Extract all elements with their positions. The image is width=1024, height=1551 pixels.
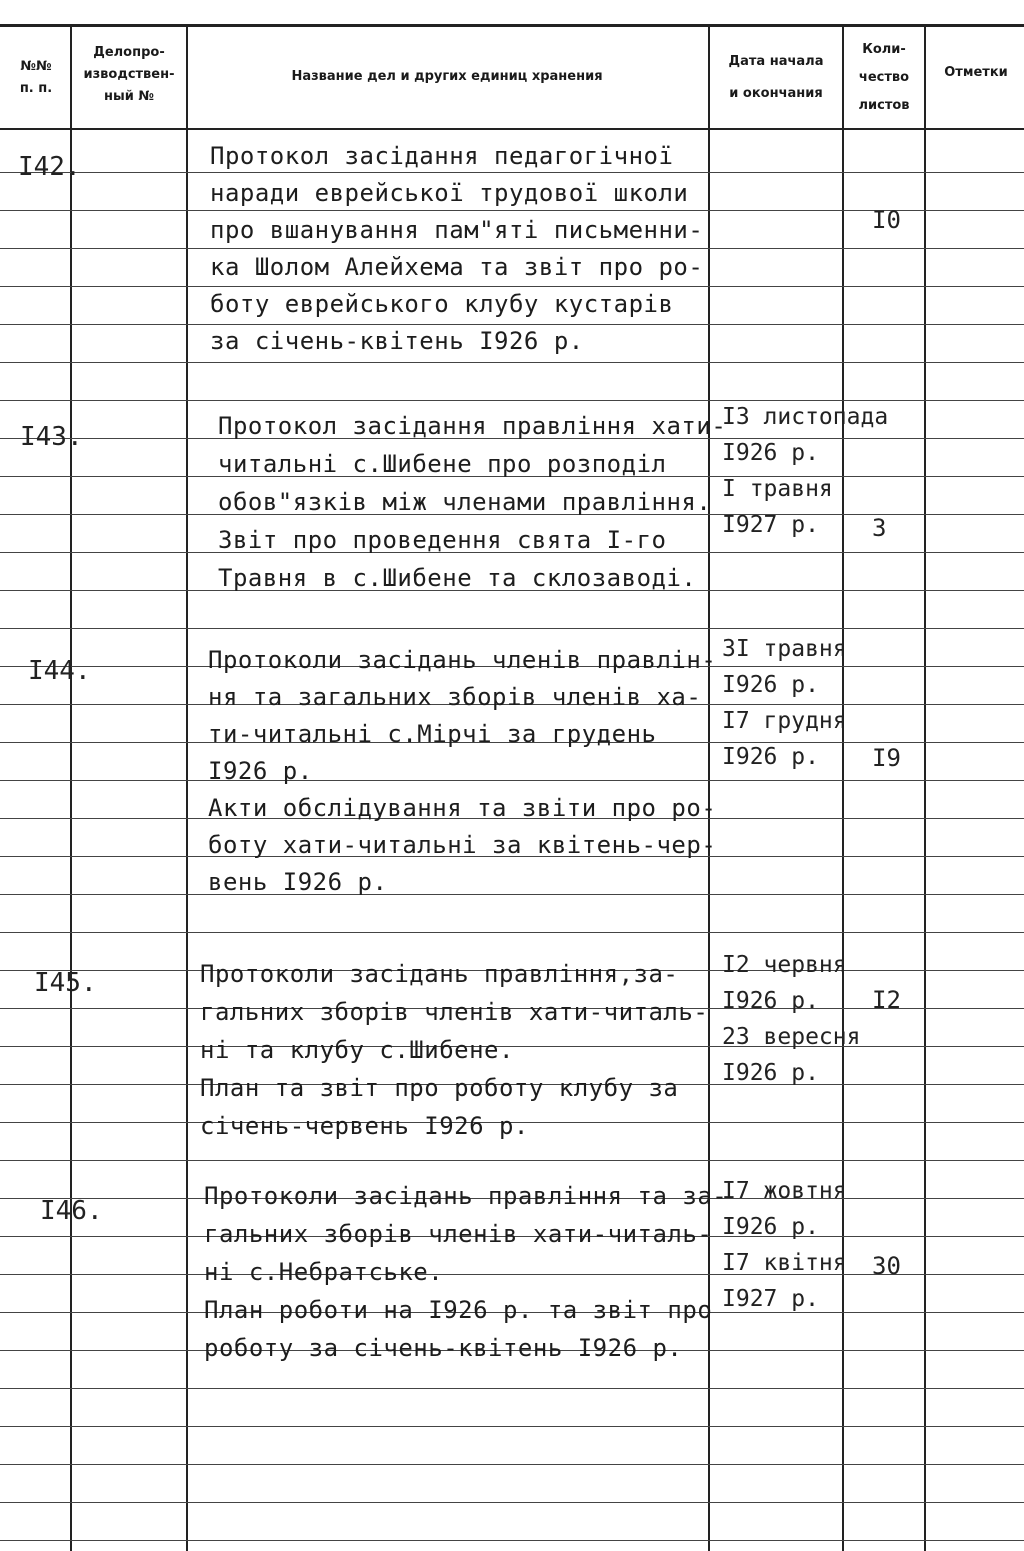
ledger-line (0, 1388, 1024, 1389)
entry-date-line: I926 р. (722, 672, 819, 698)
entry-date-line: I926 р. (722, 440, 819, 466)
entry-title-line: вень I926 р. (208, 868, 388, 896)
entry-date-line: I926 р. (722, 1060, 819, 1086)
entry-number: I44. (28, 656, 91, 686)
entry-title-line: ка Шолом Алейхема та звіт про ро- (210, 253, 704, 281)
entry-title-line: обов"язків між членами правління. (218, 488, 712, 516)
ledger-line (0, 1540, 1024, 1541)
entry-title-line: січень-червень I926 р. (200, 1112, 529, 1140)
header-col-office-number: Делопро- изводствен- ный № (83, 45, 175, 104)
entry-date-line: 3I травня (722, 636, 847, 662)
entry-date-line: I927 р. (722, 512, 819, 538)
entry-number: I45. (34, 968, 97, 998)
ledger-line (0, 286, 1024, 287)
entry-title-line: боту хати-читальні за квітень-чер- (208, 831, 717, 859)
entry-date-line: I927 р. (722, 1286, 819, 1312)
entry-title-line: Протокол засідання педагогічної (210, 142, 674, 170)
ledger-line (0, 248, 1024, 249)
entry-title-line: Протоколи засідань членів правлін- (208, 646, 717, 674)
header-col-dates: Дата начала и окончания (728, 54, 824, 101)
ledger-line (0, 1464, 1024, 1465)
header-bottom-rule (0, 128, 1024, 130)
entry-title-line: Протоколи засідань правління та за- (204, 1182, 728, 1210)
entry-title-line: Протоколи засідань правління,за- (200, 960, 679, 988)
entry-title-line: Звіт про проведення свята I-го (218, 526, 667, 554)
ledger-line (0, 1426, 1024, 1427)
entry-sheet-count: 3 (872, 514, 887, 542)
ledger-line (0, 780, 1024, 781)
header-top-rule (0, 24, 1024, 27)
ledger-line (0, 932, 1024, 933)
entry-title-line: наради еврейської трудової школи (210, 179, 689, 207)
ledger-line (0, 1502, 1024, 1503)
entry-title-line: читальні с.Шибене про розподіл (218, 450, 667, 478)
entry-date-line: I7 жовтня (722, 1178, 847, 1204)
entry-title-line: гальних зборів членів хати-читаль- (204, 1220, 713, 1248)
entry-date-line: I926 р. (722, 744, 819, 770)
entry-date-line: I7 грудня (722, 708, 847, 734)
header-col-sheet-count: Коли- чество листов (858, 42, 910, 113)
ledger-line (0, 210, 1024, 211)
entry-date-line: 23 вересня (722, 1024, 861, 1050)
ledger-line (0, 1274, 1024, 1275)
column-divider (842, 25, 844, 1551)
entry-title-line: План роботи на I926 р. та звіт про (204, 1296, 713, 1324)
entry-title-line: Акти обслідування та звіти про ро- (208, 794, 717, 822)
entry-date-line: I3 листопада (722, 404, 889, 430)
entry-number: I42. (18, 152, 81, 182)
entry-title-line: боту еврейського клубу кустарів (210, 290, 674, 318)
ledger-line (0, 1160, 1024, 1161)
entry-date-line: I7 квітня (722, 1250, 847, 1276)
entry-number: I46. (40, 1196, 103, 1226)
ledger-line (0, 400, 1024, 401)
entry-title-line: гальних зборів членів хати-читаль- (200, 998, 709, 1026)
entry-title-line: ти-читальні с.Мірчі за грудень (208, 720, 657, 748)
entry-date-line: I926 р. (722, 1214, 819, 1240)
entry-date-line: I2 червня (722, 952, 847, 978)
column-divider (924, 25, 926, 1551)
entry-title-line: План та звіт про роботу клубу за (200, 1074, 679, 1102)
entry-title-line: про вшанування пам"яті письменни- (210, 216, 704, 244)
ledger-line (0, 362, 1024, 363)
ledger-line (0, 324, 1024, 325)
ledger-line (0, 172, 1024, 173)
entry-date-line: I926 р. (722, 988, 819, 1014)
entry-title-line: ні с.Небратське. (204, 1258, 444, 1286)
entry-title-line: Протокол засідання правління хати- (218, 412, 727, 440)
entry-title-line: Травня в с.Шибене та склозаводі. (218, 564, 697, 592)
entry-title-line: за січень-квітень I926 р. (210, 327, 584, 355)
header-col-title: Название дел и других единиц хранения (291, 69, 603, 84)
entry-sheet-count: I0 (872, 206, 901, 234)
entry-sheet-count: I9 (872, 744, 901, 772)
entry-title-line: I926 р. (208, 757, 313, 785)
entry-number: I43. (20, 422, 83, 452)
column-divider (70, 25, 72, 1551)
ledger-line (0, 628, 1024, 629)
entry-title-line: роботу за січень-квітень I926 р. (204, 1334, 683, 1362)
entry-date-line: I травня (722, 476, 833, 502)
entry-sheet-count: I2 (872, 986, 901, 1014)
column-divider (186, 25, 188, 1551)
entry-title-line: ня та загальних зборів членів ха- (208, 683, 702, 711)
entry-sheet-count: 30 (872, 1252, 901, 1280)
header-col-notes: Отметки (944, 65, 1008, 80)
entry-title-line: ні та клубу с.Шибене. (200, 1036, 514, 1064)
header-col-num: №№ п. п. (19, 59, 53, 96)
ledger-line (0, 894, 1024, 895)
